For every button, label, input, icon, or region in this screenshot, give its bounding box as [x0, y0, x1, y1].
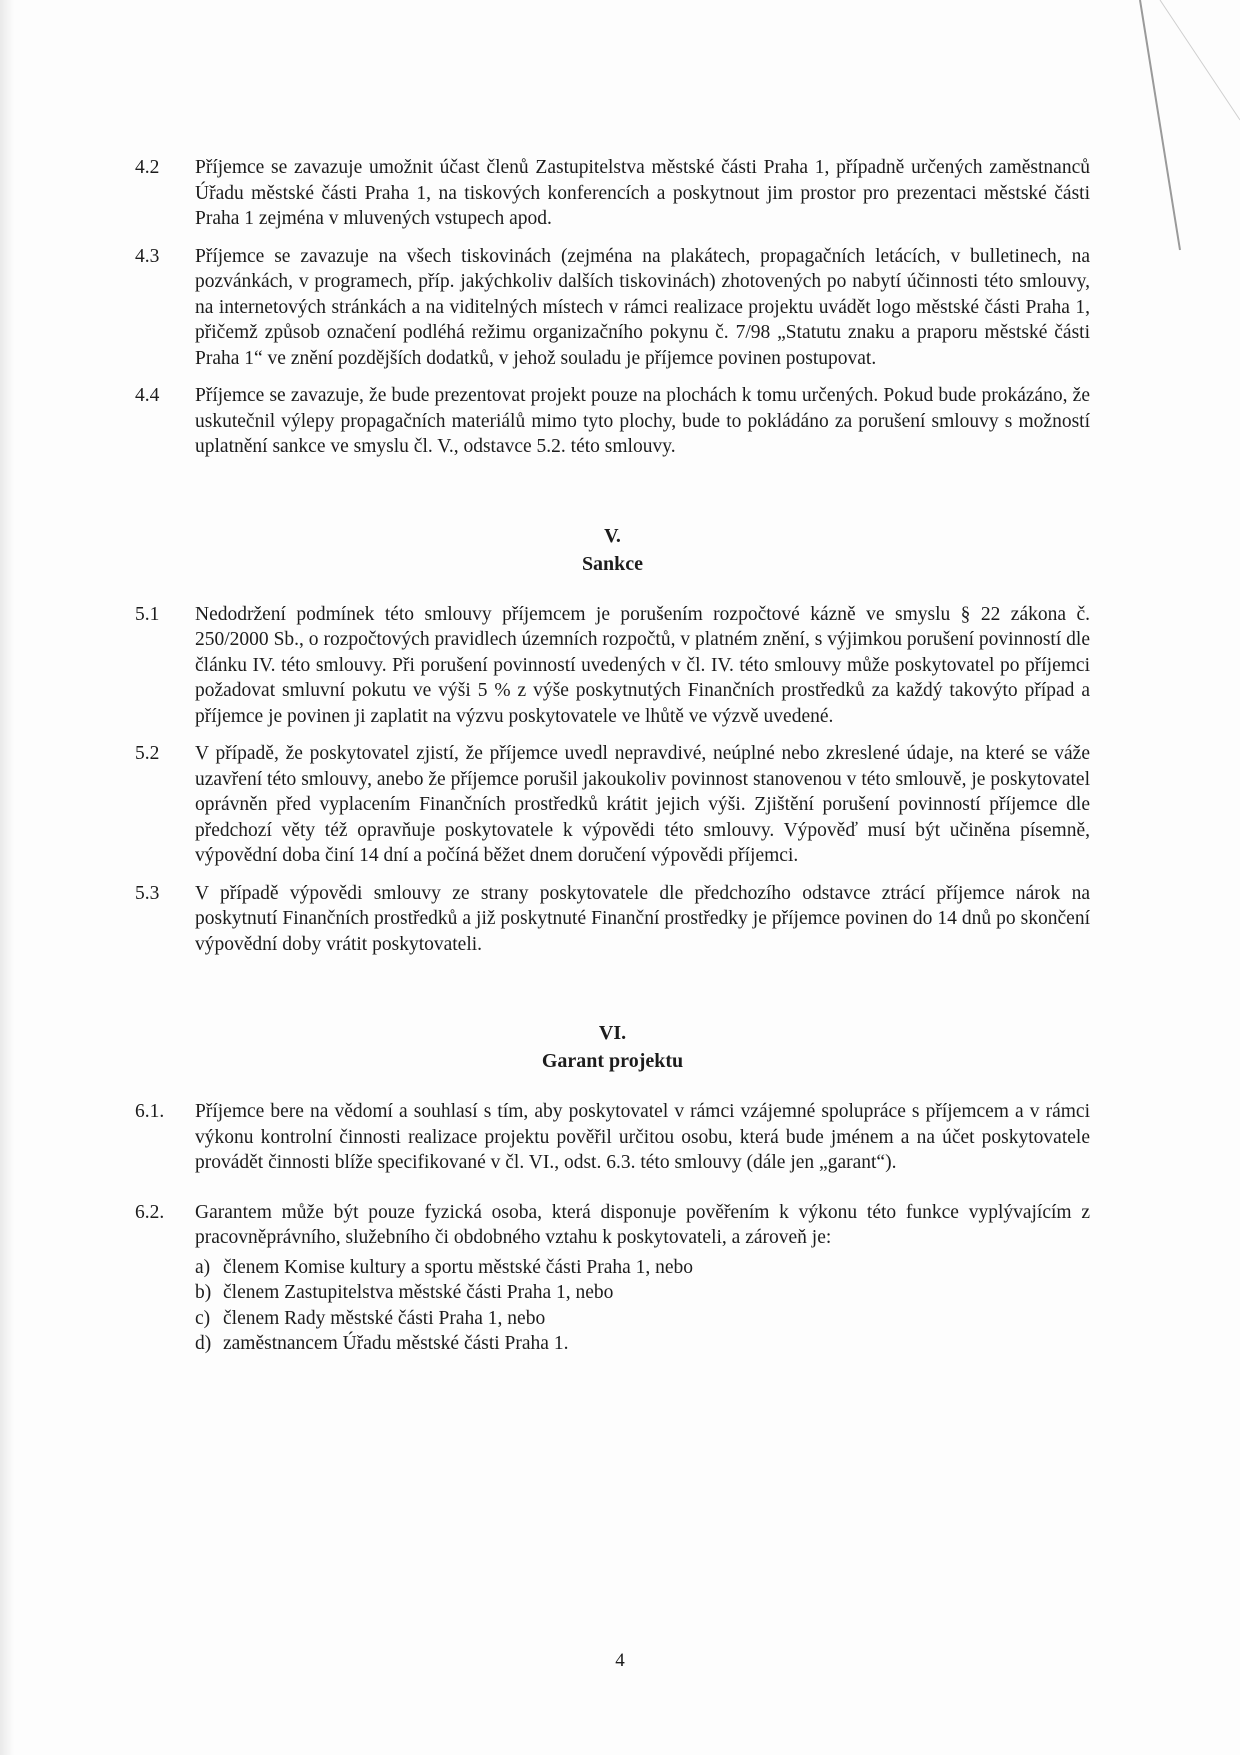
list-letter: a) — [195, 1256, 211, 1278]
clause-5-3 — [135, 881, 1090, 958]
list-item — [195, 1306, 1090, 1332]
clause-5-1 — [135, 602, 1090, 730]
clause-text: Příjemce se zavazuje na všech tiskovinách (zejména na plakátech, propagačních letácích, v bulletinech, na pozvánkách, v programech, příp. jakýchkoliv dalších tiskovinách) zhotovených po nabytí účinnosti této smlouvy, na internetových stránkách a na viditelných místech v rámci realizace projektu uvádět logo městské části Praha 1, přičemž způsob označení podléhá režimu organizačního pokynu č. 7/98 „Statutu znaku a praporu městské části Praha 1“ ve znění pozdějších dodatků, v jehož souladu je příjemce povinen postupovat. — [195, 245, 1090, 369]
clause-text: Garantem může být pouze fyzická osoba, která disponuje pověřením k výkonu této funkce vyplývajícím z pracovněprávního, služebního či obdobného vztahu k poskytovateli, a zároveň je: — [195, 1201, 1090, 1248]
list-letter: d) — [195, 1333, 212, 1354]
section-v-title: Sankce — [581, 552, 644, 575]
list-text: členem Komise kultury a sportu městské části Praha 1, nebo — [223, 1256, 694, 1278]
clause-text: V případě výpovědi smlouvy ze strany poskytovatele dle předchozího odstavce ztrácí příjemce nárok na poskytnutí Finančních prostředků a již poskytnuté Finanční prostředky je příjemce povinen do 14 dnů po skončení výpovědní doby vrátit poskytovateli. — [195, 882, 1090, 955]
list-letter: b) — [195, 1282, 212, 1303]
list-text: zaměstnancem Úřadu městské části Praha 1. — [223, 1333, 569, 1354]
list-text: členem Zastupitelstva městské části Praha 1, nebo — [223, 1282, 614, 1303]
clause-text: Příjemce se zavazuje, že bude prezentovat projekt pouze na plochách k tomu určených. Pokud bude prokázáno, že uskutečnil výlepy propagačních materiálů mimo tyto plochy, bude to pokládáno za porušení smlouvy s možností uplatnění sankce ve smyslu čl. V., odstavce 5.2. této smlouvy. — [195, 385, 1090, 457]
list-item — [195, 1331, 1090, 1357]
clause-number: 4.3 — [135, 245, 160, 267]
section-v-number: V. — [604, 524, 621, 547]
clause-4-4 — [135, 383, 1090, 460]
clause-number: 5.3 — [135, 882, 160, 904]
clause-number: 6.2. — [135, 1201, 165, 1223]
page-number: 4 — [615, 1650, 625, 1671]
clause-number: 5.1 — [135, 603, 160, 625]
scan-edge-shadow — [0, 0, 14, 1755]
clause-text: Příjemce bere na vědomí a souhlasí s tím, aby poskytovatel v rámci vzájemné spolupráce s příjemcem a v rámci výkonu kontrolní činnosti realizace projektu pověřil určitou osobu, která bude jménem a na účet poskytovatele provádět činnosti blíže specifikované v čl. VI., odst. 6.3. této smlouvy (dále jen „garant“). — [195, 1101, 1090, 1173]
clause-number: 4.2 — [135, 157, 160, 178]
clause-6-2 — [135, 1200, 1090, 1251]
section-vi-title: Garant projektu — [541, 1050, 684, 1072]
garant-conditions-list — [195, 1255, 1090, 1357]
clause-number: 5.2 — [135, 743, 160, 764]
clause-number: 6.1. — [135, 1101, 165, 1122]
clause-number: 4.4 — [135, 385, 160, 406]
clause-text: V případě, že poskytovatel zjistí, že příjemce uvedl nepravdivé, neúplné nebo zkreslené údaje, na které se váže uzavření této smlouvy, anebo že příjemce porušil jakoukoliv povinnost stanovenou v této smlouvě, je poskytovatel oprávněn před vyplacením Finančních prostředků krátit jejich výši. Zjištění porušení povinností příjemce dle předchozí věty též opravňuje poskytovatele k výpovědi této smlouvy. Výpověď musí být učiněna písemně, výpovědní doba činí 14 dní a počíná běžet dnem doručení výpovědi příjemci. — [195, 743, 1090, 866]
clause-4-2 — [135, 155, 1090, 232]
list-item — [195, 1280, 1090, 1306]
clause-text: Příjemce se zavazuje umožnit účast členů Zastupitelstva městské části Praha 1, případně určených zaměstnanců Úřadu městské části Praha 1, na tiskových konferencích a poskytnout jim prostor pro prezentaci městské části Praha 1 zejména v mluvených vstupech apod. — [195, 157, 1090, 229]
clause-5-2 — [135, 741, 1090, 869]
clause-text: Nedodržení podmínek této smlouvy příjemcem je porušením rozpočtové kázně ve smyslu § 22 zákona č. 250/2000 Sb., o rozpočtových pravidlech územních rozpočtů, v platném znění, s výjimkou porušení povinností dle článku IV. této smlouvy. Při porušení povinností uvedených v čl. IV. této smlouvy může poskytovatel po příjemci požadovat smluvní pokutu ve výši 5 % z výše poskytnutých Finančních prostředků za každý takovýto případ a příjemce je povinen ji zaplatit na výzvu poskytovatele ve lhůtě ve výzvě uvedené. — [195, 603, 1090, 727]
section-vi-number: VI. — [598, 1022, 627, 1044]
list-item — [195, 1255, 1090, 1281]
scan-fold-mark — [1120, 0, 1240, 260]
document-body — [135, 155, 1090, 1357]
list-text: členem Rady městské části Praha 1, nebo — [223, 1307, 546, 1329]
clause-4-3 — [135, 244, 1090, 372]
clause-6-1 — [135, 1099, 1090, 1176]
list-letter: c) — [195, 1307, 211, 1329]
